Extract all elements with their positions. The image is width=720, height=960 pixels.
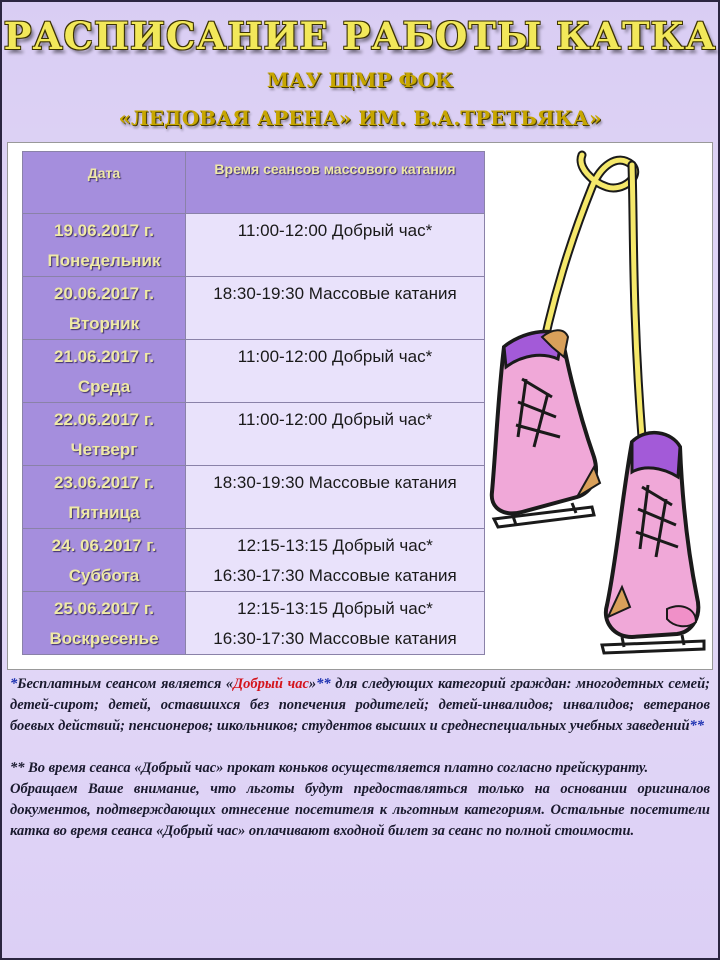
time-cell: [186, 592, 485, 655]
date-cell: [23, 340, 186, 403]
table-row: [23, 277, 485, 340]
table-header-row: [23, 152, 485, 214]
date-cell: [23, 592, 186, 655]
weekday: Суббота: [68, 566, 140, 585]
header: [2, 2, 718, 142]
organization-name: МАУ ЩМР ФОК: [266, 68, 454, 92]
date-value: 25.06.2017 г.: [54, 599, 154, 618]
session-time: 11:00-12:00 Добрый час*: [237, 221, 433, 240]
time-cell: [186, 529, 485, 592]
note-text-c: для следующих категорий граждан: многодетных семей; детей-сирот; детей, оставшихся без попечения родителей; детей-инвалидов; инвалидов; ветеранов боевых действий; пенсионеров; школьников; студентов высших и среднеспециальных учебных заведений: [10, 676, 710, 734]
table-row: [23, 403, 485, 466]
session-time: 18:30-19:30 Массовые катания: [213, 284, 457, 303]
note-text-b: »: [308, 676, 317, 692]
page-title: РАСПИСАНИЕ РАБОТЫ КАТКА: [3, 14, 717, 58]
date-cell: [23, 403, 186, 466]
notes-section: [10, 674, 710, 842]
date-cell: [23, 214, 186, 277]
arena-name: «ЛЕДОВАЯ АРЕНА» ИМ. В.А.ТРЕТЬЯКА»: [118, 106, 602, 130]
note-stars-end: **: [689, 718, 705, 734]
left-skate: [492, 330, 600, 527]
table-row: [23, 466, 485, 529]
right-skate: [602, 433, 704, 653]
session-time: 11:00-12:00 Добрый час*: [237, 410, 433, 429]
weekday: Пятница: [68, 503, 140, 522]
date-value: 24. 06.2017 г.: [51, 536, 157, 555]
time-cell: [186, 277, 485, 340]
time-cell: [186, 214, 485, 277]
date-value: 23.06.2017 г.: [54, 473, 154, 492]
table-row: [23, 529, 485, 592]
table-row: [23, 340, 485, 403]
table-row: [23, 592, 485, 655]
date-cell: [23, 277, 186, 340]
schedule-panel: [7, 142, 713, 670]
note-stars: **: [316, 676, 331, 692]
session-time: 12:15-13:15 Добрый час*: [237, 599, 433, 618]
table-row: [23, 214, 485, 277]
session-time: 12:15-13:15 Добрый час*: [237, 536, 433, 555]
session-time: 18:30-19:30 Массовые катания: [213, 473, 457, 492]
date-value: 19.06.2017 г.: [54, 221, 154, 240]
note-text-a: Бесплатным сеансом является «: [17, 676, 234, 692]
session-time: 11:00-12:00 Добрый час*: [237, 347, 433, 366]
date-cell: [23, 529, 186, 592]
session-time-2: 16:30-17:30 Массовые катания: [213, 566, 457, 585]
session-time-2: 16:30-17:30 Массовые катания: [213, 629, 457, 648]
weekday: Вторник: [68, 314, 140, 333]
column-header-date: Дата: [23, 152, 186, 214]
time-cell: [186, 403, 485, 466]
weekday: Среда: [77, 377, 131, 396]
date-value: 21.06.2017 г.: [54, 347, 154, 366]
date-value: 22.06.2017 г.: [54, 410, 154, 429]
note-documents: Обращаем Ваше внимание, что льготы будут предоставляться только на основании оригиналов документов, подтверждающих отнесение посетителя к льготным категориям. Остальные посетители катка во время сеанса «Добрый час» оплачивают входной билет за сеанс по полной стоимости.: [10, 781, 710, 839]
column-header-time: Время сеансов массового катания: [186, 152, 485, 214]
date-cell: [23, 466, 186, 529]
spacer: [10, 737, 710, 758]
weekday: Понедельник: [47, 251, 161, 270]
date-value: 20.06.2017 г.: [54, 284, 154, 303]
weekday: Воскресенье: [49, 629, 159, 648]
note-star: *: [10, 676, 18, 692]
time-cell: [186, 340, 485, 403]
note-rental: ** Во время сеанса «Добрый час» прокат коньков осуществляется платно согласно прейскуранту.: [10, 760, 649, 776]
note-free-session: [10, 674, 710, 737]
weekday: Четверг: [70, 440, 138, 459]
note-highlight: Добрый час: [233, 676, 309, 692]
ice-skates-illustration: [482, 147, 712, 667]
schedule-table: [22, 151, 485, 655]
time-cell: [186, 466, 485, 529]
